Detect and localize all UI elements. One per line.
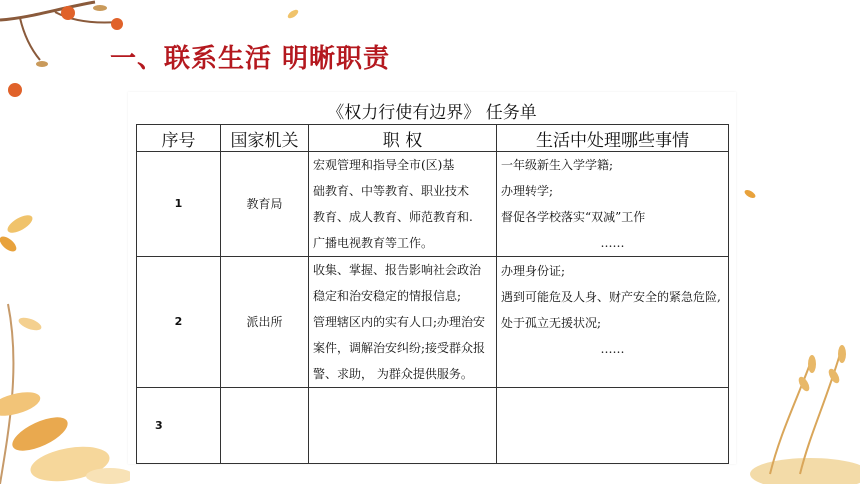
column-header-affairs: 生活中处理哪些事情	[497, 125, 729, 152]
powers-line: 广播电视教育等工作。	[313, 236, 434, 250]
table-row	[137, 152, 729, 257]
row-affairs	[497, 152, 729, 257]
table-header-row	[137, 125, 729, 152]
autumn-leaves-left-illustration	[0, 184, 130, 484]
page-heading: 一、联系生活 明晰职责	[110, 44, 391, 74]
affairs-line: 遇到可能危及人身、财产安全的紧急危险,	[501, 290, 721, 304]
row-powers	[309, 388, 497, 464]
row-organ: 教育局	[221, 152, 309, 257]
affairs-line: 处于孤立无援状况;	[501, 316, 602, 330]
column-header-powers: 职 权	[309, 125, 497, 152]
table-row	[137, 257, 729, 388]
affairs-line: 督促各学校落实“双减”工作	[501, 210, 646, 224]
row-affairs	[497, 388, 729, 464]
affairs-ellipsis: ……	[600, 342, 625, 356]
row-index: 1	[137, 152, 221, 257]
column-header-index: 序号	[137, 125, 221, 152]
powers-line: 收集、掌握、报告影响社会政治	[313, 263, 482, 277]
powers-line: 稳定和治安稳定的情报信息;	[313, 289, 462, 303]
worksheet-caption: 《权力行使有边界》 任务单	[327, 103, 537, 123]
row-affairs	[497, 257, 729, 388]
task-table	[136, 124, 729, 464]
affairs-line: 一年级新生入学学籍;	[501, 158, 614, 172]
row-organ	[221, 388, 309, 464]
powers-line: 教育、成人教育、师范教育和.	[313, 210, 473, 224]
affairs-line: 办理身份证;	[501, 264, 566, 278]
row-index: 3	[137, 388, 221, 464]
row-powers	[309, 257, 497, 388]
falling-leaf-icon	[285, 6, 301, 22]
falling-leaf-icon	[742, 186, 758, 202]
powers-line: 警、求助， 为群众提供服务。	[313, 367, 473, 381]
affairs-line: 办理转学;	[501, 184, 554, 198]
affairs-ellipsis: ……	[600, 236, 625, 250]
row-powers	[309, 152, 497, 257]
table-row	[137, 388, 729, 464]
row-organ: 派出所	[221, 257, 309, 388]
powers-line: 管理辖区内的实有人口;办理治安	[313, 315, 486, 329]
powers-line: 宏观管理和指导全市(区)基	[313, 158, 455, 172]
powers-line: 础教育、中等教育、职业技术	[313, 184, 470, 198]
worksheet	[128, 92, 736, 464]
powers-line: 案件，调解治安纠纷;接受群众报	[313, 341, 486, 355]
column-header-organ: 国家机关	[221, 125, 309, 152]
row-index: 2	[137, 257, 221, 388]
wheat-right-illustration	[740, 324, 860, 484]
